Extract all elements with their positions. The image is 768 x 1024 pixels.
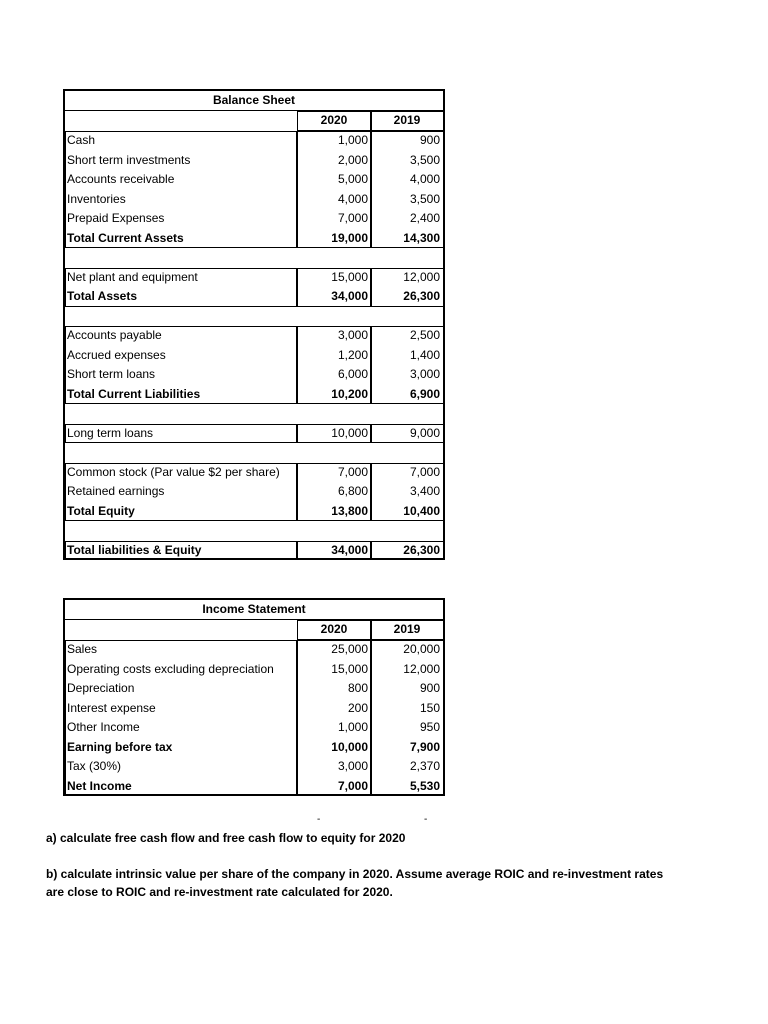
row-label: Total Current Assets bbox=[67, 230, 184, 245]
cell-border bbox=[65, 268, 297, 307]
cell-border bbox=[65, 131, 297, 248]
value-2020: 3,000 bbox=[337, 328, 368, 342]
value-2020: 200 bbox=[347, 700, 368, 715]
cell-border bbox=[371, 620, 445, 640]
value-2019: 10,400 bbox=[403, 503, 440, 518]
income-statement-title: Income Statement bbox=[202, 602, 306, 616]
column-header-2019: 2019 bbox=[393, 622, 421, 636]
cell-border bbox=[65, 463, 297, 522]
value-2020: 1,000 bbox=[337, 133, 368, 147]
cell-border bbox=[371, 424, 445, 444]
row-label: Long term loans bbox=[67, 425, 154, 440]
row-label: Depreciation bbox=[67, 681, 135, 695]
row-label: Total liabilities & Equity bbox=[67, 542, 202, 557]
cell-border bbox=[371, 131, 445, 248]
value-2020: 25,000 bbox=[331, 642, 368, 656]
value-2019: 6,900 bbox=[409, 386, 440, 401]
value-2019: 3,500 bbox=[409, 152, 440, 167]
cell-border bbox=[297, 620, 371, 640]
value-2019: 7,000 bbox=[409, 464, 440, 479]
question-b: b) calculate intrinsic value per share of the company in 2020. Assume average ROIC and re-investment rates are close to ROIC and re-investment rate calculated for 2020. bbox=[46, 867, 664, 899]
value-2020: 15,000 bbox=[331, 269, 368, 284]
cell-border bbox=[297, 424, 371, 444]
value-2019: 5,530 bbox=[409, 778, 440, 793]
balance-sheet-table bbox=[63, 89, 445, 560]
row-label: Total Equity bbox=[67, 503, 135, 518]
value-2020: 34,000 bbox=[331, 289, 368, 303]
dash-mark: - bbox=[317, 814, 321, 825]
cell-border bbox=[65, 424, 297, 444]
row-label: Earning before tax bbox=[67, 739, 173, 754]
value-2020: 1,000 bbox=[337, 720, 368, 734]
income-statement-table bbox=[63, 598, 445, 796]
cell-border bbox=[297, 541, 371, 561]
value-2019: 1,400 bbox=[409, 347, 440, 362]
value-2019: 4,000 bbox=[409, 172, 440, 186]
cell-border bbox=[371, 268, 445, 307]
value-2019: 7,900 bbox=[409, 739, 440, 754]
value-2020: 7,000 bbox=[337, 464, 368, 479]
value-2019: 14,300 bbox=[403, 230, 440, 245]
value-2020: 7,000 bbox=[337, 778, 368, 793]
value-2020: 2,000 bbox=[337, 152, 368, 167]
value-2020: 4,000 bbox=[337, 191, 368, 206]
cell-border bbox=[297, 268, 371, 307]
row-label: Interest expense bbox=[67, 700, 156, 715]
value-2020: 6,000 bbox=[337, 367, 368, 381]
value-2019: 150 bbox=[419, 700, 440, 715]
value-2019: 9,000 bbox=[409, 425, 440, 440]
cell-border bbox=[297, 463, 371, 522]
value-2019: 3,000 bbox=[409, 367, 440, 381]
cell-border bbox=[371, 463, 445, 522]
cell-border bbox=[297, 640, 371, 796]
value-2019: 3,500 bbox=[409, 191, 440, 206]
value-2020: 19,000 bbox=[331, 230, 368, 245]
cell-border bbox=[371, 326, 445, 404]
value-2020: 7,000 bbox=[337, 211, 368, 225]
value-2020: 1,200 bbox=[337, 347, 368, 362]
value-2019: 26,300 bbox=[403, 289, 440, 303]
value-2020: 3,000 bbox=[337, 759, 368, 773]
cell-border bbox=[65, 541, 297, 561]
column-header-2020: 2020 bbox=[320, 622, 348, 636]
value-2019: 12,000 bbox=[403, 661, 440, 676]
value-2019: 900 bbox=[419, 681, 440, 695]
row-label: Prepaid Expenses bbox=[67, 211, 165, 225]
row-label: Short term investments bbox=[67, 152, 191, 167]
value-2019: 900 bbox=[419, 133, 440, 147]
cell-border bbox=[297, 131, 371, 248]
row-label: Inventories bbox=[67, 191, 126, 206]
value-2020: 800 bbox=[347, 681, 368, 695]
column-header-2020: 2020 bbox=[320, 113, 348, 127]
value-2019: 26,300 bbox=[403, 542, 440, 557]
row-label: Net plant and equipment bbox=[67, 269, 198, 284]
row-label: Tax (30%) bbox=[67, 759, 122, 773]
cell-border bbox=[65, 326, 297, 404]
row-label: Operating costs excluding depreciation bbox=[67, 661, 274, 676]
value-2020: 34,000 bbox=[331, 542, 368, 557]
row-label: Retained earnings bbox=[67, 484, 165, 498]
row-label: Other Income bbox=[67, 720, 140, 734]
value-2020: 5,000 bbox=[337, 172, 368, 186]
cell-border bbox=[371, 541, 445, 561]
cell-border bbox=[297, 326, 371, 404]
row-label: Net Income bbox=[67, 778, 132, 793]
value-2020: 10,000 bbox=[331, 739, 368, 754]
row-label: Short term loans bbox=[67, 367, 156, 381]
row-label: Total Assets bbox=[67, 289, 138, 303]
row-label: Accrued expenses bbox=[67, 347, 166, 362]
row-label: Accounts receivable bbox=[67, 172, 175, 186]
value-2020: 13,800 bbox=[331, 503, 368, 518]
value-2019: 2,400 bbox=[409, 211, 440, 225]
column-header-2019: 2019 bbox=[393, 113, 421, 127]
value-2020: 10,200 bbox=[331, 386, 368, 401]
question-a: a) calculate free cash flow and free cash flow to equity for 2020 bbox=[46, 831, 406, 845]
cell-border bbox=[65, 640, 297, 796]
cell-border bbox=[297, 111, 371, 131]
value-2019: 2,370 bbox=[409, 759, 440, 773]
value-2019: 3,400 bbox=[409, 484, 440, 498]
row-label: Total Current Liabilities bbox=[67, 386, 201, 401]
value-2020: 15,000 bbox=[331, 661, 368, 676]
cell-border bbox=[371, 640, 445, 796]
row-label: Accounts payable bbox=[67, 328, 162, 342]
row-label: Common stock (Par value $2 per share) bbox=[67, 464, 280, 479]
value-2019: 12,000 bbox=[403, 269, 440, 284]
value-2019: 950 bbox=[419, 720, 440, 734]
value-2020: 10,000 bbox=[331, 425, 368, 440]
cell-border bbox=[371, 111, 445, 131]
value-2019: 20,000 bbox=[403, 642, 440, 656]
row-label: Cash bbox=[67, 133, 96, 147]
value-2019: 2,500 bbox=[409, 328, 440, 342]
balance-sheet-title: Balance Sheet bbox=[212, 93, 296, 107]
value-2020: 6,800 bbox=[337, 484, 368, 498]
row-label: Sales bbox=[67, 642, 98, 656]
dash-mark: - bbox=[424, 814, 428, 825]
